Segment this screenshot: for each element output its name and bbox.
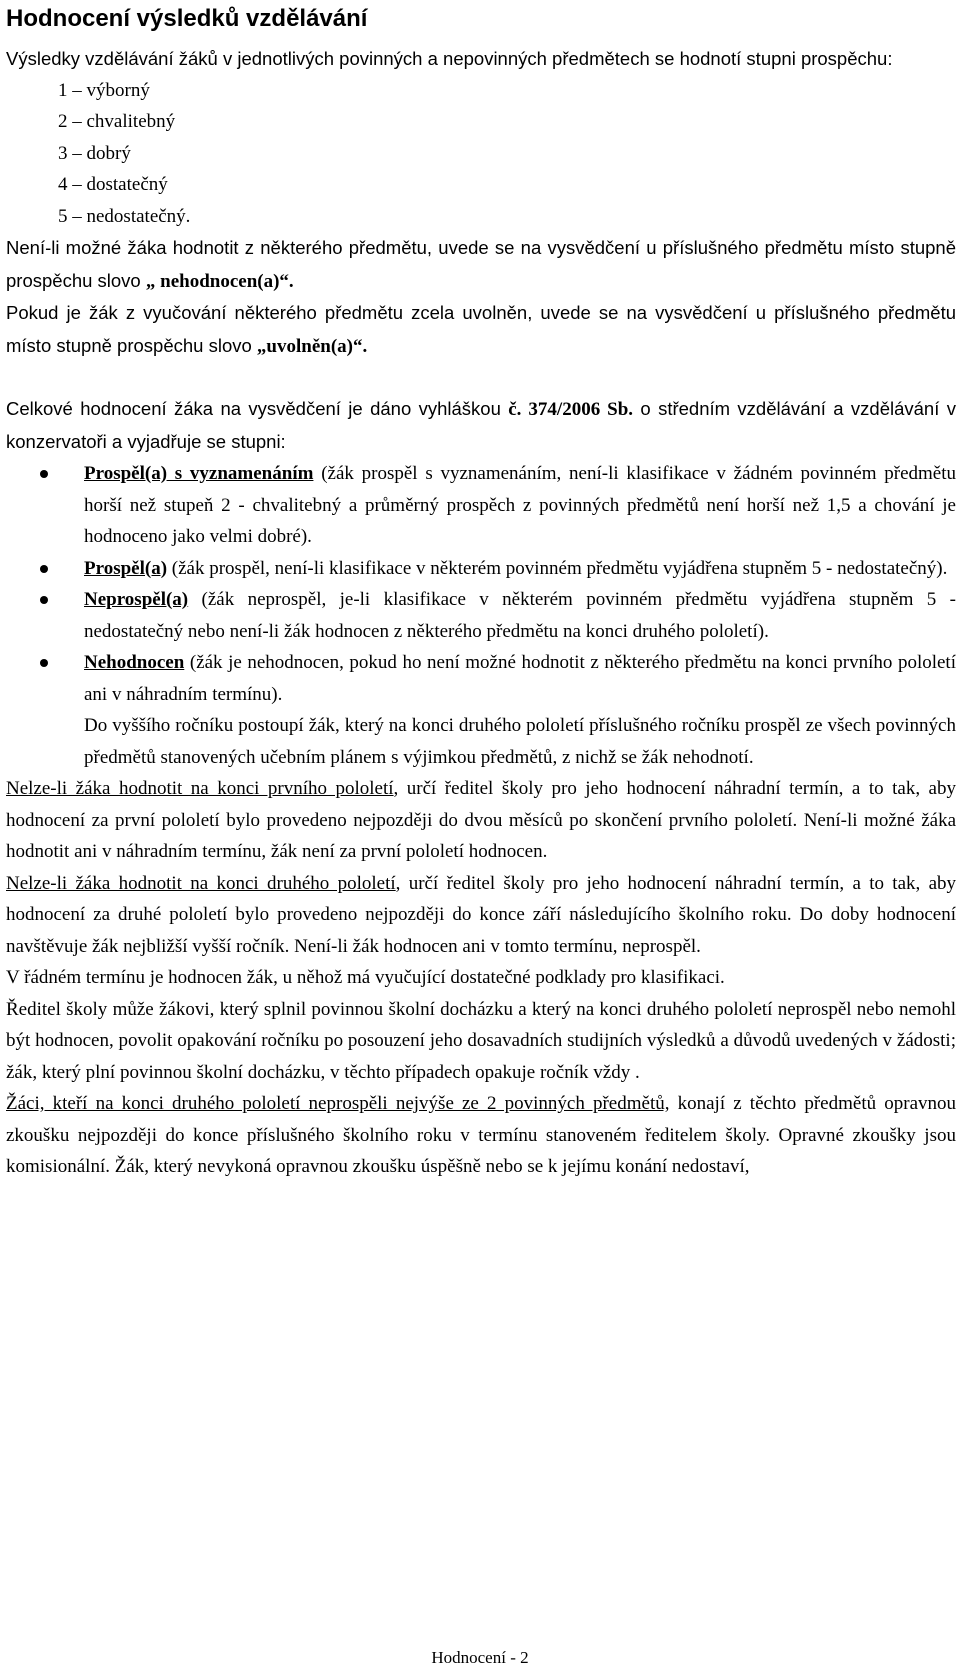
first-term-lead: Nelze-li žáka hodnotit na konci prvního pololetí — [6, 778, 394, 799]
result-item — [6, 458, 956, 553]
grade-item: 2 – chvalitebný — [58, 111, 176, 132]
page-footer — [0, 1648, 960, 1668]
document-page — [6, 0, 956, 1183]
result-item — [6, 647, 956, 710]
nehodnocen-text: Není-li možné žáka hodnotit z některého předmětu, uvede se na vysvědčení u příslušného předmětu místo stupně prospěchu slovo — [6, 237, 956, 291]
intro-paragraph: Výsledky vzdělávání žáků v jednotlivých povinných a nepovinných předmětech se hodnotí stupni prospěchu: — [6, 48, 893, 69]
opravne-lead: Žáci, kteří na konci druhého pololetí neprospěli nejvýše ze 2 povinných předmětů, — [6, 1093, 670, 1114]
nehodnocen-paragraph — [6, 232, 956, 297]
result-item — [6, 553, 956, 585]
uvolnen-text: Pokud je žák z vyučování některého předmětu zcela uvolněn, uvede se na vysvědčení u příslušného předmětu místo stupně prospěchu slovo — [6, 302, 956, 356]
opravne-text: konají z těchto předmětů opravnou zkoušku nejpozději do konce příslušného školního roku v termínu stanoveném ředitelem školy. Opravné zkoušky jsou komisionální. Žák, který nevykoná opravnou zkoušku úspěšně nebo se k jejímu konání nedostaví, — [6, 1093, 956, 1177]
grade-item: 5 – nedostatečný. — [58, 205, 191, 227]
uvolnen-word: „uvolněn(a)“. — [256, 335, 368, 357]
first-term-paragraph — [6, 773, 956, 868]
grade-item: 4 – dostatečný — [58, 174, 168, 195]
result-item — [6, 584, 956, 647]
first-term-text: , určí ředitel školy pro jeho hodnocení náhradní termín, a to tak, aby hodnocení za první pololetí bylo provedeno nejpozději do dvou měsíců po skončení prvního pololetí. Není-li možné žáka hodnotit ani v náhradním termínu, žák není za první pololetí hodnocen. — [6, 778, 956, 862]
result-description: (žák je nehodnocen, pokud ho není možné hodnotit z některého předmětu na konci prvního pololetí ani v náhradním termínu). — [84, 652, 956, 705]
nehodnocen-word: „ nehodnocen(a)“. — [145, 270, 294, 292]
grade-item: 1 – výborný — [58, 79, 150, 101]
result-description: (žák prospěl s vyznamenáním, není-li klasifikace v žádném povinném předmětu horší než stupeň 2 - chvalitebný a průměrný prospěch z povinných předmětů není horší než 1,5 a chování je hodnoceno jako velmi dobré). — [84, 463, 957, 547]
grade-list — [6, 75, 956, 233]
radny-termin-paragraph: V řádném termínu je hodnocen žák, u něhož má vyučující dostatečné podklady pro klasifikaci. — [6, 967, 725, 988]
postup-paragraph: Do vyššího ročníku postoupí žák, který na konci druhého pololetí příslušného ročníku prospěl ze všech povinných předmětů stanovených učebním plánem s výjimkou předmětů, z nichž se žák nehodnotí. — [84, 715, 956, 768]
grade-item: 3 – dobrý — [58, 142, 131, 164]
result-term: Neprospěl(a) — [84, 589, 189, 610]
decree-reference: č. 374/2006 Sb. — [508, 399, 634, 420]
result-term: Prospěl(a) s vyznamenáním — [84, 463, 314, 484]
result-list — [6, 458, 956, 710]
result-term: Prospěl(a) — [84, 557, 168, 579]
page-title: Hodnocení výsledků vzdělávání — [6, 5, 368, 32]
second-term-text: , určí ředitel školy pro jeho hodnocení náhradní termín, a to tak, aby hodnocení za druhé pololetí bylo provedeno nejpozději do konce září následujícího školního roku. Do doby hodnocení navštěvuje žák nejbližší vyšší ročník. Není-li žák hodnocen ani v tomto termínu, neprospěl. — [6, 872, 956, 957]
second-term-paragraph — [6, 868, 956, 963]
celkove-text-cont: o středním vzdělávání a vzdělávání v konzervatoři a vyjadřuje se stupni: — [6, 398, 956, 452]
result-description: (žák neprospěl, je-li klasifikace v některém povinném předmětu vyjádřena stupněm 5 - nedostatečný nebo není-li žák hodnocen z některého předmětu na konci druhého pololetí). — [84, 589, 956, 642]
opakovani-paragraph: Ředitel školy může žákovi, který splnil povinnou školní docházku a který na konci druhého pololetí neprospěl nebo nemohl být hodnocen, povolit opakování ročníku po posouzení jeho dosavadních studijních výsledků a důvodů uvedených v žádosti; žák, který plní povinnou školní docházku, v těchto případech opakuje ročník vždy . — [6, 998, 956, 1083]
opravne-paragraph — [6, 1088, 956, 1183]
celkove-paragraph — [6, 393, 956, 458]
result-description: (žák prospěl, není-li klasifikace v některém povinném předmětu vyjádřena stupněm 5 - nedostatečný). — [167, 557, 948, 579]
celkove-text: Celkové hodnocení žáka na vysvědčení je dáno vyhláškou — [6, 398, 509, 419]
uvolnen-paragraph — [6, 297, 956, 362]
result-term: Nehodnocen — [84, 652, 185, 673]
footer-label: Hodnocení - 2 — [431, 1648, 529, 1667]
second-term-lead: Nelze-li žáka hodnotit na konci druhého pololetí — [6, 872, 396, 894]
